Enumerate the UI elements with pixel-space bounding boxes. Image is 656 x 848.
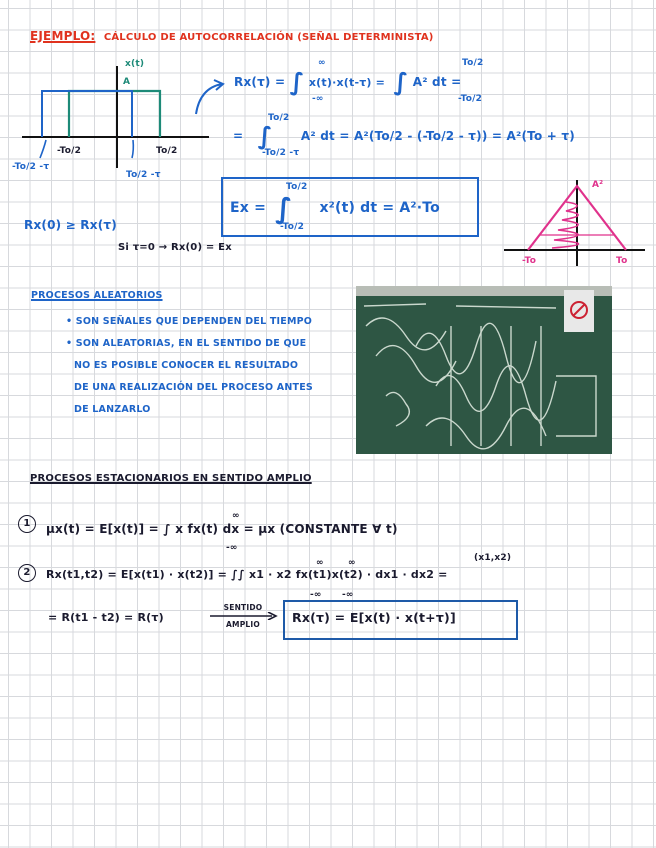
integral-sign-2: ∫ [393, 68, 409, 96]
item2-line3: = R(t1 - t2) = R(τ) [48, 611, 164, 624]
int4-upper: To/2 [286, 182, 308, 192]
bullet-dot: • [66, 316, 73, 327]
triangle-right: To [616, 256, 628, 266]
wide-sense-arrow [208, 603, 278, 629]
int2-upper: To/2 [462, 58, 484, 68]
integral-sign-3: ∫ [257, 122, 273, 150]
item1-upper: ∞ [232, 511, 240, 521]
item2-num: 2 [23, 567, 31, 578]
rx-line2-integrand: A² dt = A²(To/2 - (-To/2 - τ)) = A²(To + τ) [300, 129, 575, 143]
autocorr-inequality: Rx(0) ≥ Rx(τ) [24, 218, 117, 232]
neg-shift-label: -To/2 -τ [12, 162, 50, 172]
arrow-right-icon [208, 612, 278, 620]
bullet-text: SON ALEATORIAS, EN EL SENTIDO DE QUE [75, 338, 307, 349]
signal-label: x(t) [125, 59, 145, 69]
int3-lower: -To/2 -τ [262, 148, 300, 158]
example-label: EJEMPLO: [30, 29, 96, 43]
example-title: CÁLCULO DE AUTOCORRELACIÓN (SEÑAL DETERMINISTA) [103, 32, 434, 43]
neg-half-label: -To/2 [57, 146, 82, 156]
inequality-note: Si τ=0 → Rx(0) = Ex [118, 242, 232, 253]
arrow-bottom-label: AMPLIO [226, 620, 260, 629]
item1-equation: μx(t) = E[x(t)] = ∫ x fx(t) dx = μx (CONSTANTE ∀ t) [46, 522, 398, 536]
integral-sign-1: ∫ [289, 68, 305, 96]
bullet-dot: • [66, 338, 73, 349]
curved-arrow [190, 78, 230, 118]
item2-number [18, 564, 36, 582]
stationary-heading: PROCESOS ESTACIONARIOS EN SENTIDO AMPLIO [30, 473, 312, 484]
item2-lower1: -∞ [310, 590, 322, 600]
random-cont-2: DE UNA REALIZACIÓN DEL PROCESO ANTES [74, 382, 313, 393]
item2-upper2: ∞ [348, 558, 356, 568]
integral-sign-4: ∫ [275, 192, 293, 225]
bullet-text: SON SEÑALES QUE DEPENDEN DEL TIEMPO [75, 316, 313, 327]
rx-integrand: x(t)·x(t-τ) = [308, 76, 386, 89]
random-bullet-1 [66, 316, 312, 327]
rx-integrand2: A² dt = [412, 75, 462, 89]
rx-lhs: Rx(τ) = [234, 75, 286, 89]
example-heading [30, 29, 434, 43]
item2-equation: Rx(t1,t2) = E[x(t1) · x(t2)] = ∫∫ x1 · x2 fx(t1)x(t2) · dx1 · dx2 = [46, 568, 448, 581]
random-cont-3: DE LANZARLO [74, 404, 151, 415]
chalkboard-drawing [356, 286, 612, 454]
random-bullet-2 [66, 338, 306, 349]
triangle-plot [500, 178, 650, 268]
energy-rhs: x²(t) dt = A²·To [319, 200, 440, 216]
int2-lower: -To/2 [458, 94, 483, 104]
item1-number [18, 515, 36, 533]
item2-upper1: ∞ [316, 558, 324, 568]
rx-line2-eq: = [233, 129, 244, 143]
int3-upper: To/2 [268, 113, 290, 123]
int4-lower: -To/2 [280, 222, 305, 232]
chalkboard-photo [356, 286, 612, 454]
pos-shift-label: To/2 -τ [126, 170, 161, 180]
int1-lower: -∞ [312, 94, 324, 104]
triangle-left: -To [522, 256, 537, 266]
item2-superscript: (x1,x2) [474, 553, 512, 563]
item1-num: 1 [23, 518, 31, 529]
amplitude-label: A [123, 77, 131, 87]
random-heading: PROCESOS ALEATORIOS [31, 290, 163, 301]
pos-half-label: To/2 [156, 146, 178, 156]
rx-definition [234, 68, 461, 96]
item2-lower2: -∞ [342, 590, 354, 600]
rx-line2 [233, 122, 575, 150]
energy-lhs: Ex = [230, 200, 266, 216]
random-cont-1: NO ES POSIBLE CONOCER EL RESULTADO [74, 360, 299, 371]
arrow-top-label: SENTIDO [223, 603, 263, 612]
energy-equation [230, 192, 440, 225]
result-equation: Rx(τ) = E[x(t) · x(t+τ)] [292, 610, 456, 625]
int1-upper: ∞ [318, 58, 326, 68]
triangle-peak: A² [592, 180, 604, 190]
item1-lower: -∞ [226, 543, 238, 553]
